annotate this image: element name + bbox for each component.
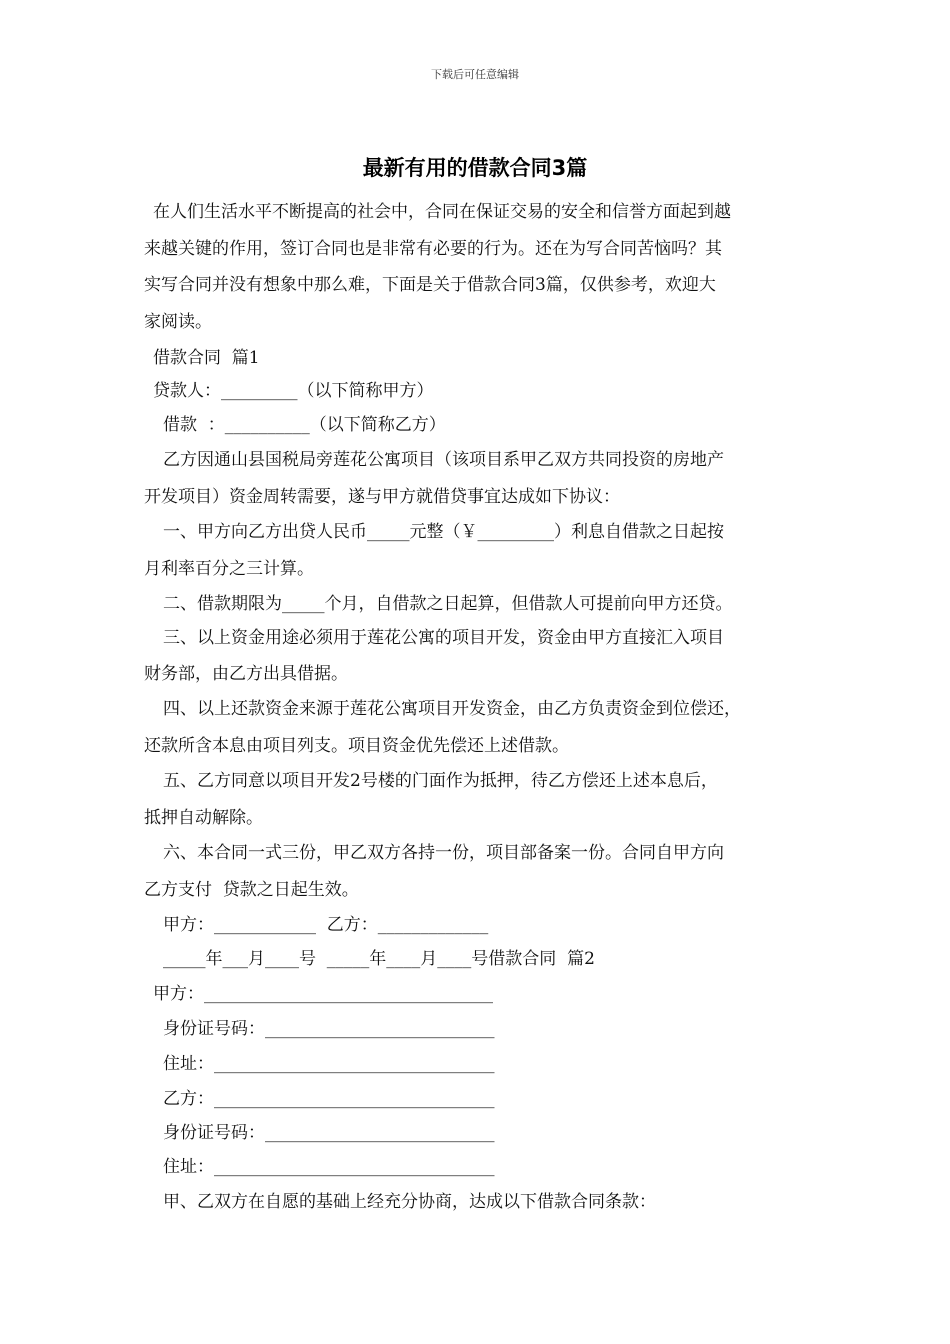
paragraph-line: 贷款人：_________（以下简称甲方） [153, 381, 434, 401]
paragraph-line: 四、以上还款资金来源于莲花公寓项目开发资金，由乙方负责资金到位偿还， [163, 699, 741, 719]
paragraph-line: 抵押自动解除。 [144, 808, 263, 828]
paragraph-line: 三、以上资金用途必须用于莲花公寓的项目开发，资金由甲方直接汇入项目 [163, 628, 724, 648]
paragraph-line: 乙方因通山县国税局旁莲花公寓项目（该项目系甲乙双方共同投资的房地产 [163, 450, 724, 470]
paragraph-line: 还款所含本息由项目列支。项目资金优先偿还上述借款。 [144, 736, 569, 756]
paragraph-line: 二、借款期限为_____个月，自借款之日起算，但借款人可提前向甲方还贷。 [163, 594, 733, 614]
paragraph-line: 借款 ：__________（以下简称乙方） [163, 415, 446, 435]
form-field-line: 乙方：_________________________________ [163, 1089, 495, 1109]
document-title: 最新有用的借款合同3篇 [362, 156, 588, 180]
paragraph-line: 一、甲方向乙方出贷人民币_____元整（￥_________）利息自借款之日起按 [163, 522, 724, 542]
form-field-line: 身份证号码：___________________________ [163, 1019, 495, 1039]
paragraph-line: 乙方支付 贷款之日起生效。 [144, 880, 359, 900]
paragraph-line: 家阅读。 [144, 312, 212, 332]
paragraph-line: 甲、乙双方在自愿的基础上经充分协商，达成以下借款合同条款： [163, 1192, 656, 1212]
paragraph-line: 月利率百分之三计算。 [144, 559, 314, 579]
paragraph-line: 来越关键的作用，签订合同也是非常有必要的行为。还在为写合同苦恼吗？其 [144, 239, 722, 259]
paragraph-line: 六、本合同一式三份，甲乙双方各持一份，项目部备案一份。合同自甲方向 [163, 843, 724, 863]
form-field-line: 甲方：__________________________________ [153, 984, 493, 1004]
paragraph-line: 实写合同并没有想象中那么难，下面是关于借款合同3篇，仅供参考，欢迎大 [144, 275, 716, 295]
signature-line: 甲方：____________ 乙方：_____________ [163, 915, 489, 935]
date-line: _____年___月____号 _____年____月____号借款合同 篇2 [163, 949, 595, 969]
paragraph-line: 财务部，由乙方出具借据。 [144, 664, 348, 684]
paragraph-line: 开发项目）资金周转需要，遂与甲方就借贷事宜达成如下协议： [144, 487, 620, 507]
form-field-line: 住址：_________________________________ [163, 1157, 495, 1177]
form-field-line: 住址：_________________________________ [163, 1054, 495, 1074]
page-header: 下载后可任意编辑 [431, 68, 519, 81]
paragraph-line: 在人们生活水平不断提高的社会中，合同在保证交易的安全和信誉方面起到越 [153, 202, 731, 222]
paragraph-line: 五、乙方同意以项目开发2号楼的门面作为抵押，待乙方偿还上述本息后， [163, 771, 718, 791]
section-heading: 借款合同 篇1 [153, 348, 260, 368]
form-field-line: 身份证号码：___________________________ [163, 1123, 495, 1143]
